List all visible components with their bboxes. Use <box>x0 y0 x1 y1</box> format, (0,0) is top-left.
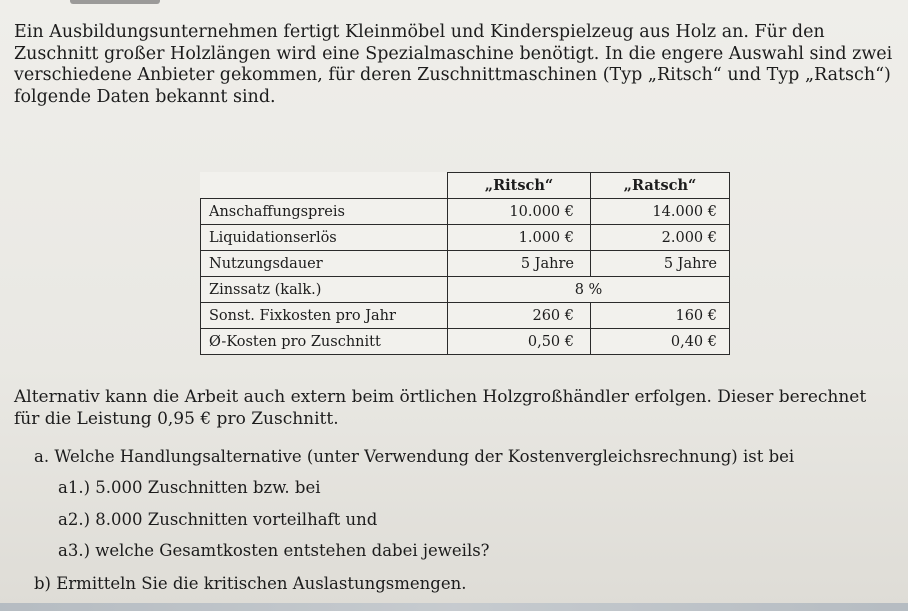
interest-rate-value: 8 % <box>448 277 730 303</box>
row-label: Anschaffungspreis <box>201 199 448 225</box>
ritsch-value: 10.000 € <box>448 199 591 225</box>
ratsch-value: 160 € <box>591 303 730 329</box>
ratsch-value: 14.000 € <box>591 199 730 225</box>
intro-paragraph: Ein Ausbildungsunternehmen fertigt Kleinmöbel und Kinderspielzeug aus Holz an. Für den Zuschnitt großer Holzlängen wird eine Spezialmaschine benötigt. In die engere Auswahl sind zwei verschiedene Anbieter gekommen, für deren Zuschnittmaschinen (Typ „Ritsch“ und Typ „Ratsch“) folgende Daten bekannt sind. <box>14 22 893 107</box>
row-label: Liquidationserlös <box>201 225 448 251</box>
task-a3: a3.) welche Gesamtkosten entstehen dabei jeweils? <box>58 541 490 560</box>
external-option-paragraph: Alternativ kann die Arbeit auch extern beim örtlichen Holzgroßhändler erfolgen. Dieser berechnet für die Leistung 0,95 € pro Zuschnitt. <box>14 387 867 429</box>
row-label: Sonst. Fixkosten pro Jahr <box>201 303 448 329</box>
ratsch-value: 2.000 € <box>591 225 730 251</box>
header-ritsch: „Ritsch“ <box>448 173 591 199</box>
ritsch-value: 5 Jahre <box>448 251 591 277</box>
row-label: Nutzungsdauer <box>201 251 448 277</box>
ritsch-value: 260 € <box>448 303 591 329</box>
table-row <box>201 303 730 329</box>
table-row <box>201 225 730 251</box>
header-ratsch: „Ratsch“ <box>591 173 730 199</box>
table-corner-cell <box>201 173 448 199</box>
table-row <box>201 277 730 303</box>
ritsch-value: 0,50 € <box>448 329 591 355</box>
ritsch-value: 1.000 € <box>448 225 591 251</box>
table-row <box>201 329 730 355</box>
ratsch-value: 5 Jahre <box>591 251 730 277</box>
table-row <box>201 251 730 277</box>
task-b: b) Ermitteln Sie die kritischen Auslastungsmengen. <box>34 574 467 593</box>
machine-comparison-table <box>200 172 730 355</box>
ratsch-value: 0,40 € <box>591 329 730 355</box>
cropped-heading-fragment <box>70 0 160 4</box>
row-label: Ø-Kosten pro Zuschnitt <box>201 329 448 355</box>
task-a2: a2.) 8.000 Zuschnitten vorteilhaft und <box>58 510 378 529</box>
table-row <box>201 199 730 225</box>
page-bottom-edge <box>0 603 908 611</box>
table-header-row <box>201 173 730 199</box>
row-label: Zinssatz (kalk.) <box>201 277 448 303</box>
task-a: a. Welche Handlungsalternative (unter Verwendung der Kostenvergleichsrechnung) ist bei <box>34 447 795 466</box>
task-a1: a1.) 5.000 Zuschnitten bzw. bei <box>58 478 321 497</box>
